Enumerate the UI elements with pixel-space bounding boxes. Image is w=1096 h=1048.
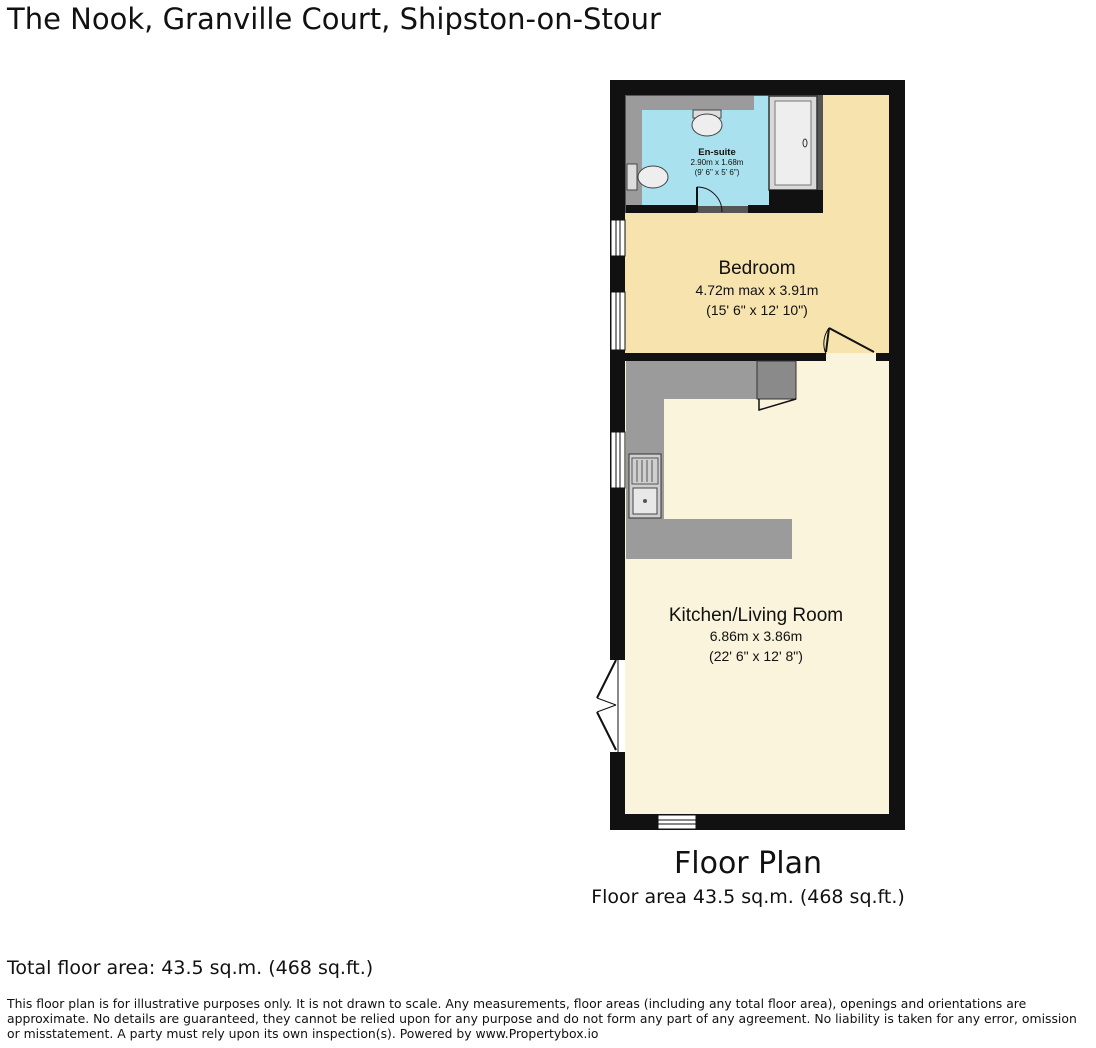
floor-plan-area: Floor area 43.5 sq.m. (468 sq.ft.) [591, 886, 905, 908]
ensuite-name: En-suite [698, 147, 736, 158]
kitchen-imperial: (22' 6" x 12' 8") [709, 648, 803, 664]
window-icon [611, 220, 625, 256]
window-icon [611, 292, 625, 350]
sink-icon [629, 454, 661, 518]
property-title: The Nook, Granville Court, Shipston-on-Stour [7, 2, 661, 36]
ensuite-imperial: (9' 6" x 5' 6") [694, 168, 740, 177]
total-floor-area: Total floor area: 43.5 sq.m. (468 sq.ft.) [7, 957, 374, 979]
bedroom-metric: 4.72m max x 3.91m [695, 282, 819, 298]
window-icon [658, 815, 696, 829]
floor-plan-heading: Floor Plan [674, 846, 822, 881]
kitchen-metric: 6.86m x 3.86m [709, 628, 803, 644]
window-icon [611, 432, 625, 488]
toilet-icon [692, 110, 722, 136]
bedroom-name: Bedroom [718, 258, 796, 279]
disclaimer-text: This floor plan is for illustrative purposes only. It is not drawn to scale. Any measurements, floor areas (including any total floor area), openings and orientations are approximate. No details are guaranteed, they cannot be relied upon for any purpose and do not form any part of any agreement. No liability is taken for any error, omission or misstatement. A party must rely upon its own inspection(s). Powered by www.Propertybox.io [7, 996, 1077, 1041]
kitchen-name: Kitchen/Living Room [668, 605, 844, 626]
kitchen-floor [625, 361, 889, 814]
ensuite-metric: 2.90m x 1.68m [690, 158, 744, 167]
basin-icon [627, 164, 668, 190]
bedroom-imperial: (15' 6" x 12' 10") [706, 302, 808, 318]
